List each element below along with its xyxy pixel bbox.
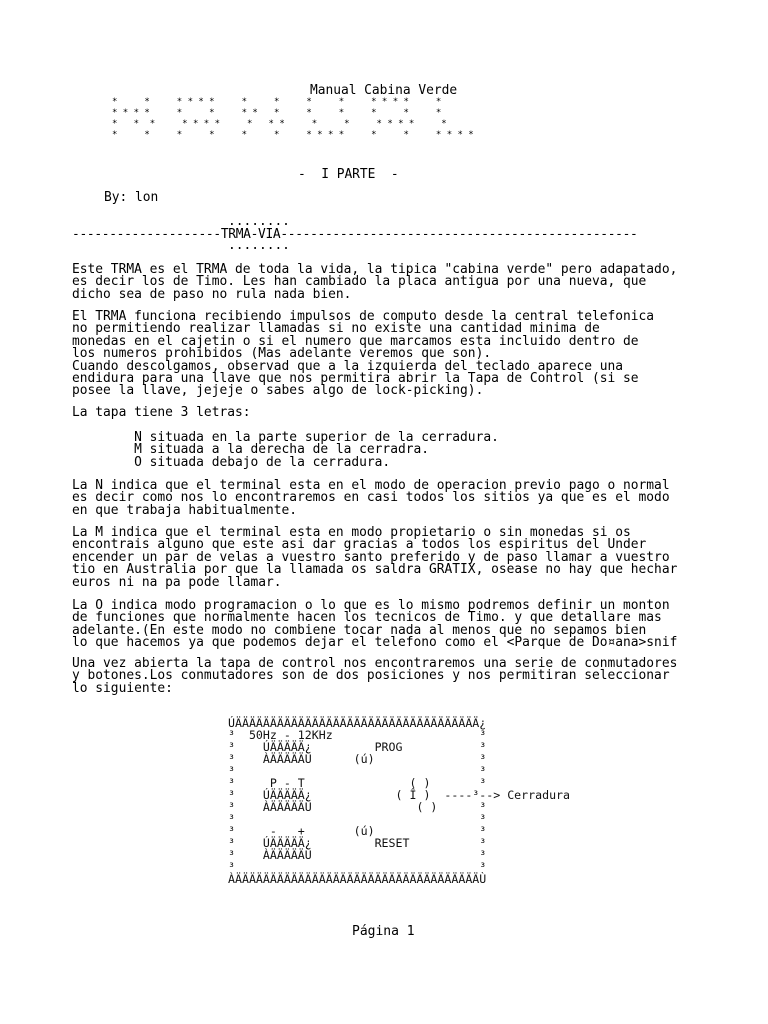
- paragraph-conmutadores: Una vez abierta la tapa de control nos encontraremos una serie de conmutadores y botones.Los conmutadores son de dos posiciones y nos permitiran seleccionar lo siguiente:: [72, 656, 678, 696]
- paragraph-funciona: El TRMA funciona recibiendo impulsos de computo desde la central telefonica no permitiendo realizar llamadas si no existe una cantidad minima de monedas en el cajetin o si el numero que marcamos esta incluido dentro de los numeros prohibidos (Mas adelante veremos que son). Cuando descolgamos, observad que a la izquierda del teclado aparece una endidura para una llave que nos permitira abrir la Tapa de Control (si se posee la llave, jejeje o sabes algo de lock-picking).: [72, 309, 655, 399]
- section-dots-top: ........: [228, 214, 290, 229]
- document-title: Manual Cabina Verde: [310, 83, 458, 98]
- diagram-line: ³ ³: [228, 764, 487, 778]
- section-dots-bottom: ........: [228, 238, 290, 253]
- diagram-line: ³ ÀÄÄÄÄÄÙ (ú) ³: [228, 752, 487, 766]
- diagram-line: ³ ³: [228, 860, 487, 874]
- paragraph-tapa-letras: La tapa tiene 3 letras:: [72, 405, 251, 420]
- ascii-art-row-2: * * * * * * * * * * * * * *: [112, 108, 442, 118]
- paragraph-n: La N indica que el terminal esta en el modo de operacion previo pago o normal es decir como nos lo encontraremos en casi todos los sitios ya que es el modo en que trabaja habitualmente.: [72, 478, 670, 518]
- section-rule: --------------------TRMA-VIA------------------------------------------------: [72, 227, 638, 242]
- ascii-art-row-4: * * * * * * * * * * * * * * * *: [112, 130, 474, 140]
- diagram-line: ³ - + (ú) ³: [228, 824, 487, 838]
- letters-list: N situada en la parte superior de la cerradura. M situada a la derecha de la cerradra. O situada debajo de la cerradura.: [134, 430, 499, 470]
- diagram-line: ÚÄÄÄÄÄÄÄÄÄÄÄÄÄÄÄÄÄÄÄÄÄÄÄÄÄÄÄÄÄÄÄÄÄÄÄ¿: [228, 716, 487, 730]
- part-heading: - I PARTE -: [298, 167, 399, 182]
- diagram-line: ³ P - T ( ) ³: [228, 776, 487, 790]
- diagram-line: ³ ÀÄÄÄÄÄÙ ( ) ³: [228, 800, 487, 814]
- diagram-line: ³ ÚÄÄÄÄÄ¿ PROG ³: [228, 740, 487, 754]
- diagram-line-cerradura: ³ ÚÄÄÄÄÄ¿ ( Î ) ----³--> Cerradura: [228, 788, 571, 802]
- author-byline: By: lon: [104, 190, 159, 205]
- diagram-line: ³ 50Hz - 12KHz ³: [228, 728, 487, 742]
- paragraph-m: La M indica que el terminal esta en modo propietario o sin monedas si os encontrais alguno que este asi dar gracias a todos los espiritus del Under encender un par de velas a vuestro santo preferido y de paso llamar a vuestro tio en Australia por que la llamada os saldra GRATIX, osease no hay que hechar euros ni na pa pode llamar.: [72, 525, 678, 590]
- diagram-line: ³ ³: [228, 812, 487, 826]
- ascii-art-row-3: * * * * * * * * * * * * * * * * *: [112, 119, 447, 129]
- diagram-line: ÀÄÄÄÄÄÄÄÄÄÄÄÄÄÄÄÄÄÄÄÄÄÄÄÄÄÄÄÄÄÄÄÄÄÄÄÙ: [228, 872, 487, 886]
- paragraph-o: La O indica modo programacion o lo que es lo mismo podremos definir un monton de funciones que normalmente hacen los tecnicos de Timo. y que detallare mas adelante.(En este modo no combiene tocar nada al menos que no sepamos bien lo que hacemos ya que podemos dejar el telefono como el <Parque de Do¤ana>snif: [72, 598, 678, 651]
- paragraph-intro: Este TRMA es el TRMA de toda la vida, la tipica "cabina verde" pero adapatado, es decir los de Timo. Les han cambiado la placa antigua por una nueva, que dicho sea de paso no rula nada bien.: [72, 262, 678, 302]
- ascii-art-row-1: * * * * * * * * * * * * * * *: [112, 97, 442, 107]
- diagram-line: ³ ÀÄÄÄÄÄÙ ³: [228, 848, 487, 862]
- page-number: Página 1: [352, 924, 415, 939]
- diagram-line: ³ ÚÄÄÄÄÄ¿ RESET ³: [228, 836, 487, 850]
